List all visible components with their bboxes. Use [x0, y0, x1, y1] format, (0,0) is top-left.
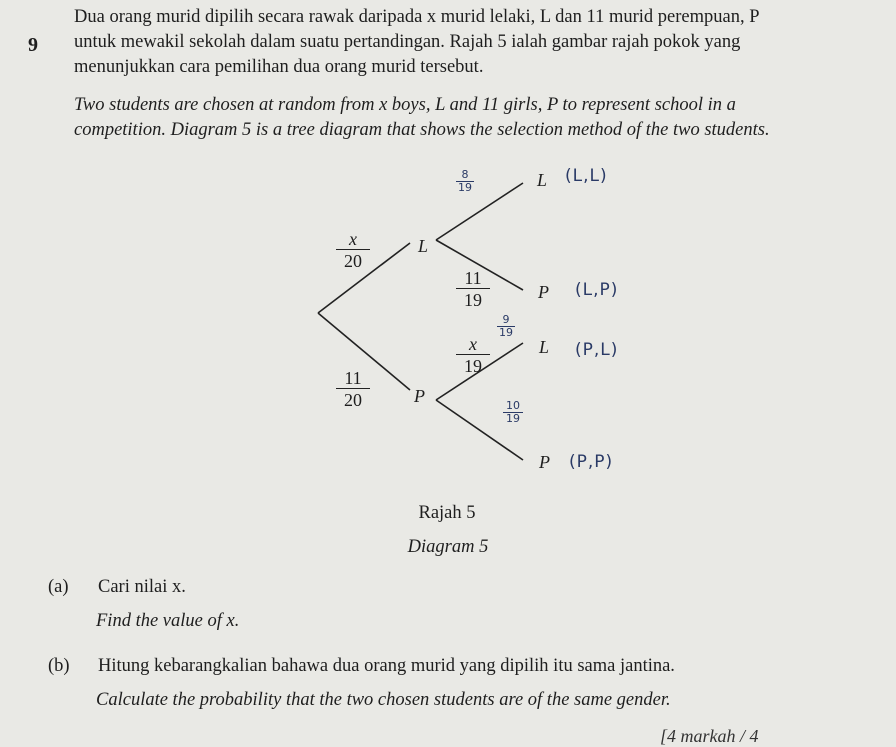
part-a-english: Find the value of x.	[96, 611, 240, 631]
part-a-malay: Cari nilai x.	[98, 577, 186, 597]
handwritten-outcome-LP: (L,P)	[575, 280, 619, 300]
malay-line-2: untuk mewakil sekolah dalam suatu pertandingan. Rajah 5 ialah gambar rajah pokok yang	[74, 32, 741, 52]
prob-LP	[456, 268, 490, 310]
diagram-caption-malay: Rajah 5	[418, 503, 476, 523]
node-PL: L	[539, 337, 550, 357]
english-line-2: competition. Diagram 5 is a tree diagram that shows the selection method of the two students.	[74, 120, 770, 140]
malay-line-3: menunjukkan cara pemilihan dua orang murid tersebut.	[74, 57, 484, 77]
prob-first-P	[336, 368, 370, 410]
prob-first-L	[336, 229, 370, 271]
node-LP: P	[538, 282, 549, 302]
node-PP: P	[539, 452, 550, 472]
handwritten-prob-LL-den: 19	[458, 181, 472, 194]
node-LL: L	[537, 170, 548, 190]
prob-first-L-num: x	[349, 229, 357, 249]
handwritten-prob-PL-den: 19	[499, 326, 513, 339]
handwritten-prob-PP-num: 10	[506, 399, 520, 412]
handwritten-outcome-PP: (P,P)	[569, 452, 614, 472]
diagram-caption-english: Diagram 5	[407, 537, 489, 557]
part-b-malay: Hitung kebarangkalian bahawa dua orang murid yang dipilih itu sama jantina.	[98, 656, 675, 676]
english-line-1: Two students are chosen at random from x boys, L and 11 girls, P to represent school in a	[74, 95, 736, 115]
malay-line-1: Dua orang murid dipilih secara rawak daripada x murid lelaki, L dan 11 murid perempuan, P	[74, 7, 760, 27]
marks-allocation: [4 markah / 4	[660, 726, 759, 746]
prob-PL-num: x	[469, 334, 477, 354]
prob-PL-den: 19	[456, 354, 490, 376]
branch-LL	[436, 183, 523, 240]
handwritten-prob-LL-num: 8	[461, 168, 469, 181]
part-b-english: Calculate the probability that the two chosen students are of the same gender.	[96, 690, 671, 710]
part-b-label: (b)	[48, 656, 70, 676]
prob-first-P-den: 20	[336, 388, 370, 410]
node-first-P: P	[414, 386, 425, 406]
prob-LP-den: 19	[456, 288, 490, 310]
handwritten-prob-LL	[456, 169, 474, 194]
handwritten-prob-PL-num: 9	[502, 313, 510, 326]
prob-PL	[456, 334, 490, 376]
handwritten-prob-PL	[497, 314, 515, 339]
handwritten-outcome-PL: (P,L)	[575, 340, 619, 360]
handwritten-prob-PP	[503, 400, 523, 425]
prob-first-L-den: 20	[336, 249, 370, 271]
node-first-L: L	[418, 236, 429, 256]
question-number: 9	[28, 34, 38, 56]
handwritten-prob-PP-den: 19	[503, 412, 523, 425]
handwritten-outcome-LL: (L,L)	[565, 166, 608, 186]
prob-first-P-num: 11	[344, 368, 362, 388]
part-a-label: (a)	[48, 577, 69, 597]
prob-LP-num: 11	[464, 268, 482, 288]
